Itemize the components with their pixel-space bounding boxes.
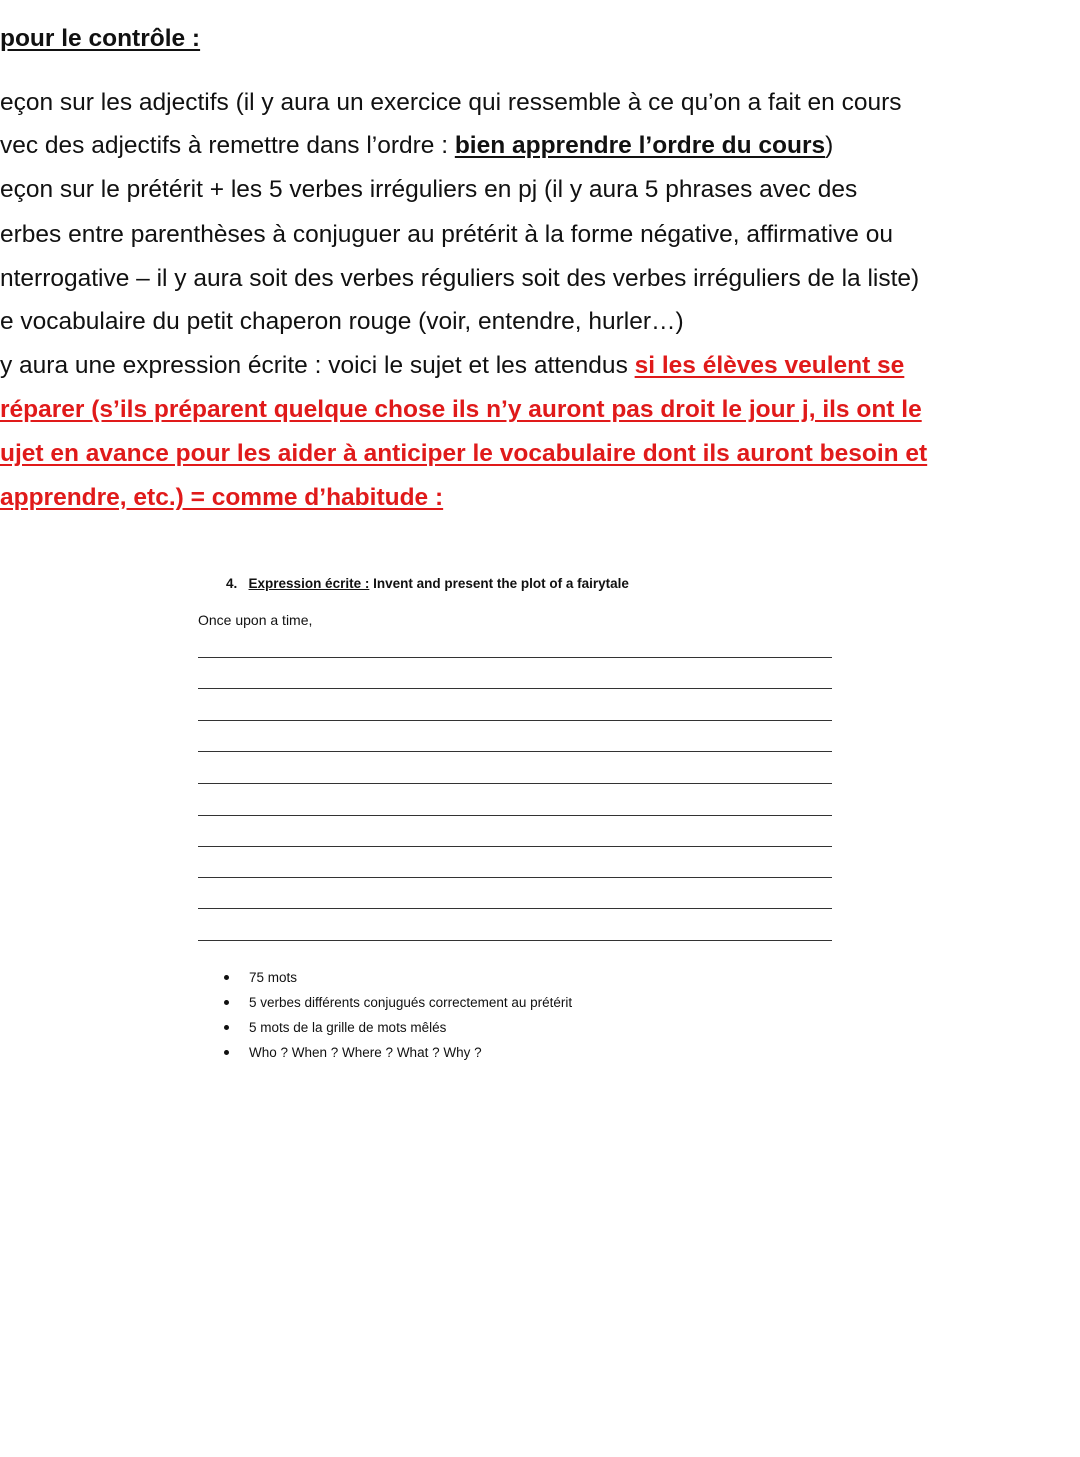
- criteria-text: 75 mots: [249, 970, 298, 985]
- writing-line: [198, 940, 832, 941]
- criteria-item: [222, 990, 572, 1015]
- instruction-line-interrogative: nterrogative – il y aura soit des verbes réguliers soit des verbes irréguliers de la liste): [0, 265, 920, 292]
- exercise-label: Expression écrite :: [248, 576, 370, 591]
- criteria-text: 5 verbes différents conjugués correctement au prétérit: [249, 995, 573, 1010]
- bullet-icon: [224, 975, 229, 980]
- story-opening: Once upon a time,: [198, 612, 313, 628]
- writing-line: [198, 720, 832, 721]
- criteria-item: [222, 1040, 572, 1065]
- red-emphasis-line: ujet en avance pour les aider à anticiper le vocabulaire dont ils auront besoin et: [0, 440, 928, 467]
- writing-line: [198, 657, 832, 658]
- instruction-text: ): [825, 132, 834, 159]
- page-heading: pour le contrôle :: [0, 25, 201, 52]
- instruction-line-verbs: erbes entre parenthèses à conjuguer au prétérit à la forme négative, affirmative ou: [0, 221, 893, 248]
- red-emphasis-text: si les élèves veulent se: [634, 352, 905, 379]
- criteria-item: [222, 965, 572, 990]
- criteria-list: [222, 965, 572, 1065]
- bullet-icon: [224, 1000, 229, 1005]
- criteria-item: [222, 1015, 572, 1040]
- instruction-line-preterite: eçon sur le prétérit + les 5 verbes irréguliers en pj (il y aura 5 phrases avec des: [0, 176, 858, 203]
- instruction-text: y aura une expression écrite : voici le sujet et les attendus: [0, 352, 635, 379]
- bullet-icon: [224, 1050, 229, 1055]
- writing-line: [198, 815, 832, 816]
- writing-line: [198, 751, 832, 752]
- instruction-line-vocabulary: e vocabulaire du petit chaperon rouge (voir, entendre, hurler…): [0, 308, 684, 335]
- writing-line: [198, 783, 832, 784]
- writing-line: [198, 846, 832, 847]
- writing-line: [198, 908, 832, 909]
- writing-line: [198, 877, 832, 878]
- instruction-line-adjective-order: [0, 131, 833, 161]
- writing-line: [198, 688, 832, 689]
- red-emphasis-line: réparer (s’ils préparent quelque chose ils n’y auront pas droit le jour j, ils ont le: [0, 396, 922, 423]
- red-emphasis-line: apprendre, etc.) = comme d’habitude :: [0, 484, 444, 511]
- exercise-title: [226, 576, 629, 591]
- bullet-icon: [224, 1025, 229, 1030]
- exercise-instruction: Invent and present the plot of a fairytale: [373, 576, 629, 591]
- instruction-line-written-expression: [0, 351, 904, 381]
- instruction-text: vec des adjectifs à remettre dans l’ordre :: [0, 132, 455, 159]
- criteria-text: 5 mots de la grille de mots mêlés: [249, 1020, 447, 1035]
- exercise-number: 4.: [226, 576, 238, 591]
- instruction-line-adjectives: eçon sur les adjectifs (il y aura un exercice qui ressemble à ce qu’on a fait en cours: [0, 89, 902, 116]
- criteria-text: Who ? When ? Where ? What ? Why ?: [249, 1045, 482, 1060]
- emphasis-learn-order: bien apprendre l’ordre du cours: [454, 132, 826, 159]
